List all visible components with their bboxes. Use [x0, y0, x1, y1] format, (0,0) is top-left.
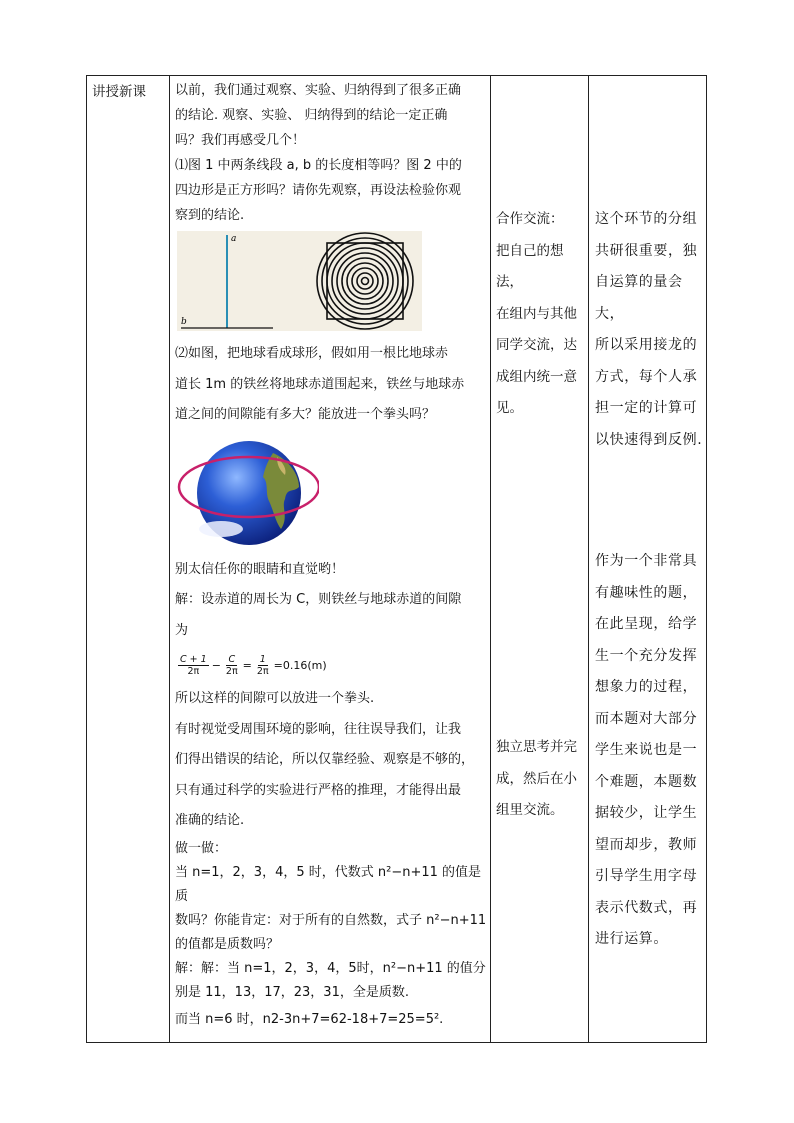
column-divider [169, 76, 170, 1042]
figure-1-and-2 [177, 231, 422, 331]
solution-text [175, 585, 487, 646]
formula-result: =0.16(m) [273, 658, 327, 672]
text-line: 吗？我们再感受几个！ [175, 133, 306, 148]
section-title: 讲授新课 [92, 84, 146, 100]
text-line: 准确的结论. [175, 813, 245, 828]
text-line: 数吗？你能肯定：对于所有的自然数，式子 n²−n+11 [175, 912, 487, 928]
conclusion-2 [175, 715, 487, 837]
intro-text [175, 78, 487, 153]
text-line: 道长 1m 的铁丝将地球赤道围起来，铁丝与地球赤 [175, 376, 465, 392]
text-line: 别是 11，13，17，23，31，全是质数. [175, 984, 409, 1000]
note-block-2: 作为一个非常具 有趣味性的题， 在此呈现，给学 生一个充分发挥 想象力的过程， 而本题对大部分 学生来说也是一 个难题，本题数 据较少，让学生 望而却步，教师 引导学生用字母 表示代数式，再 进行运算。 [595, 553, 698, 947]
activity-block-2: 独立思考并完 成，然后在小 组里交流。 [496, 739, 577, 818]
question-1 [175, 153, 487, 228]
try-it-answer [175, 957, 487, 1005]
warning-text: 别太信任你的眼睛和直觉哟！ [175, 561, 345, 577]
note-block-1: 这个环节的分组 共研很重要，独 自运算的量会大， 所以采用接龙的 方式，每个人承 担一定的计算可 以快速得到反例. [595, 211, 703, 448]
activity-block-1: 合作交流： 把自己的想法， 在组内与其他 同学交流，达 成组内统一意 见。 [496, 211, 577, 416]
fraction: $\frac{C + 1}{2\pi}$ [180, 653, 207, 677]
fraction: $\frac{1}{2\pi}$ [256, 653, 269, 677]
final-line: 而当 n=6 时，n2-3n+7=62-18+7=25=5². [175, 1011, 444, 1027]
earth-image [177, 437, 319, 549]
text-line: 以前，我们通过观察、实验、归纳得到了很多正确 [175, 83, 462, 98]
cloud [199, 521, 243, 537]
text-line: 解：设赤道的周长为 C，则铁丝与地球赤道的间隙 [175, 592, 462, 607]
optical-illusion-figure [177, 231, 422, 331]
lesson-table [86, 75, 707, 1043]
text-line: 道之间的间隙能有多大？能放进一个拳头吗？ [175, 407, 436, 422]
column-divider [490, 76, 491, 1042]
text-line: 解：解：当 n=1，2，3，4，5时，n²−n+11 的值分 [175, 960, 486, 976]
text-line: ⑵如图，把地球看成球形，假如用一根比地球赤 [175, 346, 449, 361]
label-b: b [181, 317, 187, 327]
text-line: 有时视觉受周围环境的影响，往往误导我们，让我 [175, 721, 462, 737]
text-line: 的值都是质数吗？ [175, 936, 280, 952]
gap-formula: $\frac{C + 1}{2\pi}$ − $\frac{C}{2\pi}$ = $\frac{1}{2\pi}$ =0.16(m) [180, 653, 327, 677]
try-it-heading: 做一做： [175, 840, 228, 856]
try-it-question [175, 861, 487, 957]
fraction: $\frac{C}{2\pi}$ [225, 653, 238, 677]
question-2 [175, 339, 487, 431]
label-a: a [231, 234, 237, 244]
conclusion-1: 所以这样的间隙可以放进一个拳头. [175, 691, 375, 706]
text-line: 的结论. 观察、实验、 归纳得到的结论一定正确 [175, 108, 448, 123]
text-line: 只有通过科学的实验进行严格的推理，才能得出最 [175, 782, 462, 798]
text-line: 们得出错误的结论，所以仅靠经验、观察是不够的， [175, 752, 475, 767]
column-divider [588, 76, 589, 1042]
text-line: 察到的结论. [175, 208, 245, 223]
main-content [175, 78, 487, 1035]
text-line: 四边形是正方形吗？请你先观察，再设法检验你观 [175, 183, 462, 198]
text-line: 当 n=1，2，3，4，5 时，代数式 n²−n+11 的值是质 [175, 864, 482, 904]
text-line: 为 [175, 622, 189, 638]
text-line: ⑴图 1 中两条线段 a, b 的长度相等吗？图 2 中的 [175, 158, 462, 173]
concentric-circles [317, 233, 413, 329]
